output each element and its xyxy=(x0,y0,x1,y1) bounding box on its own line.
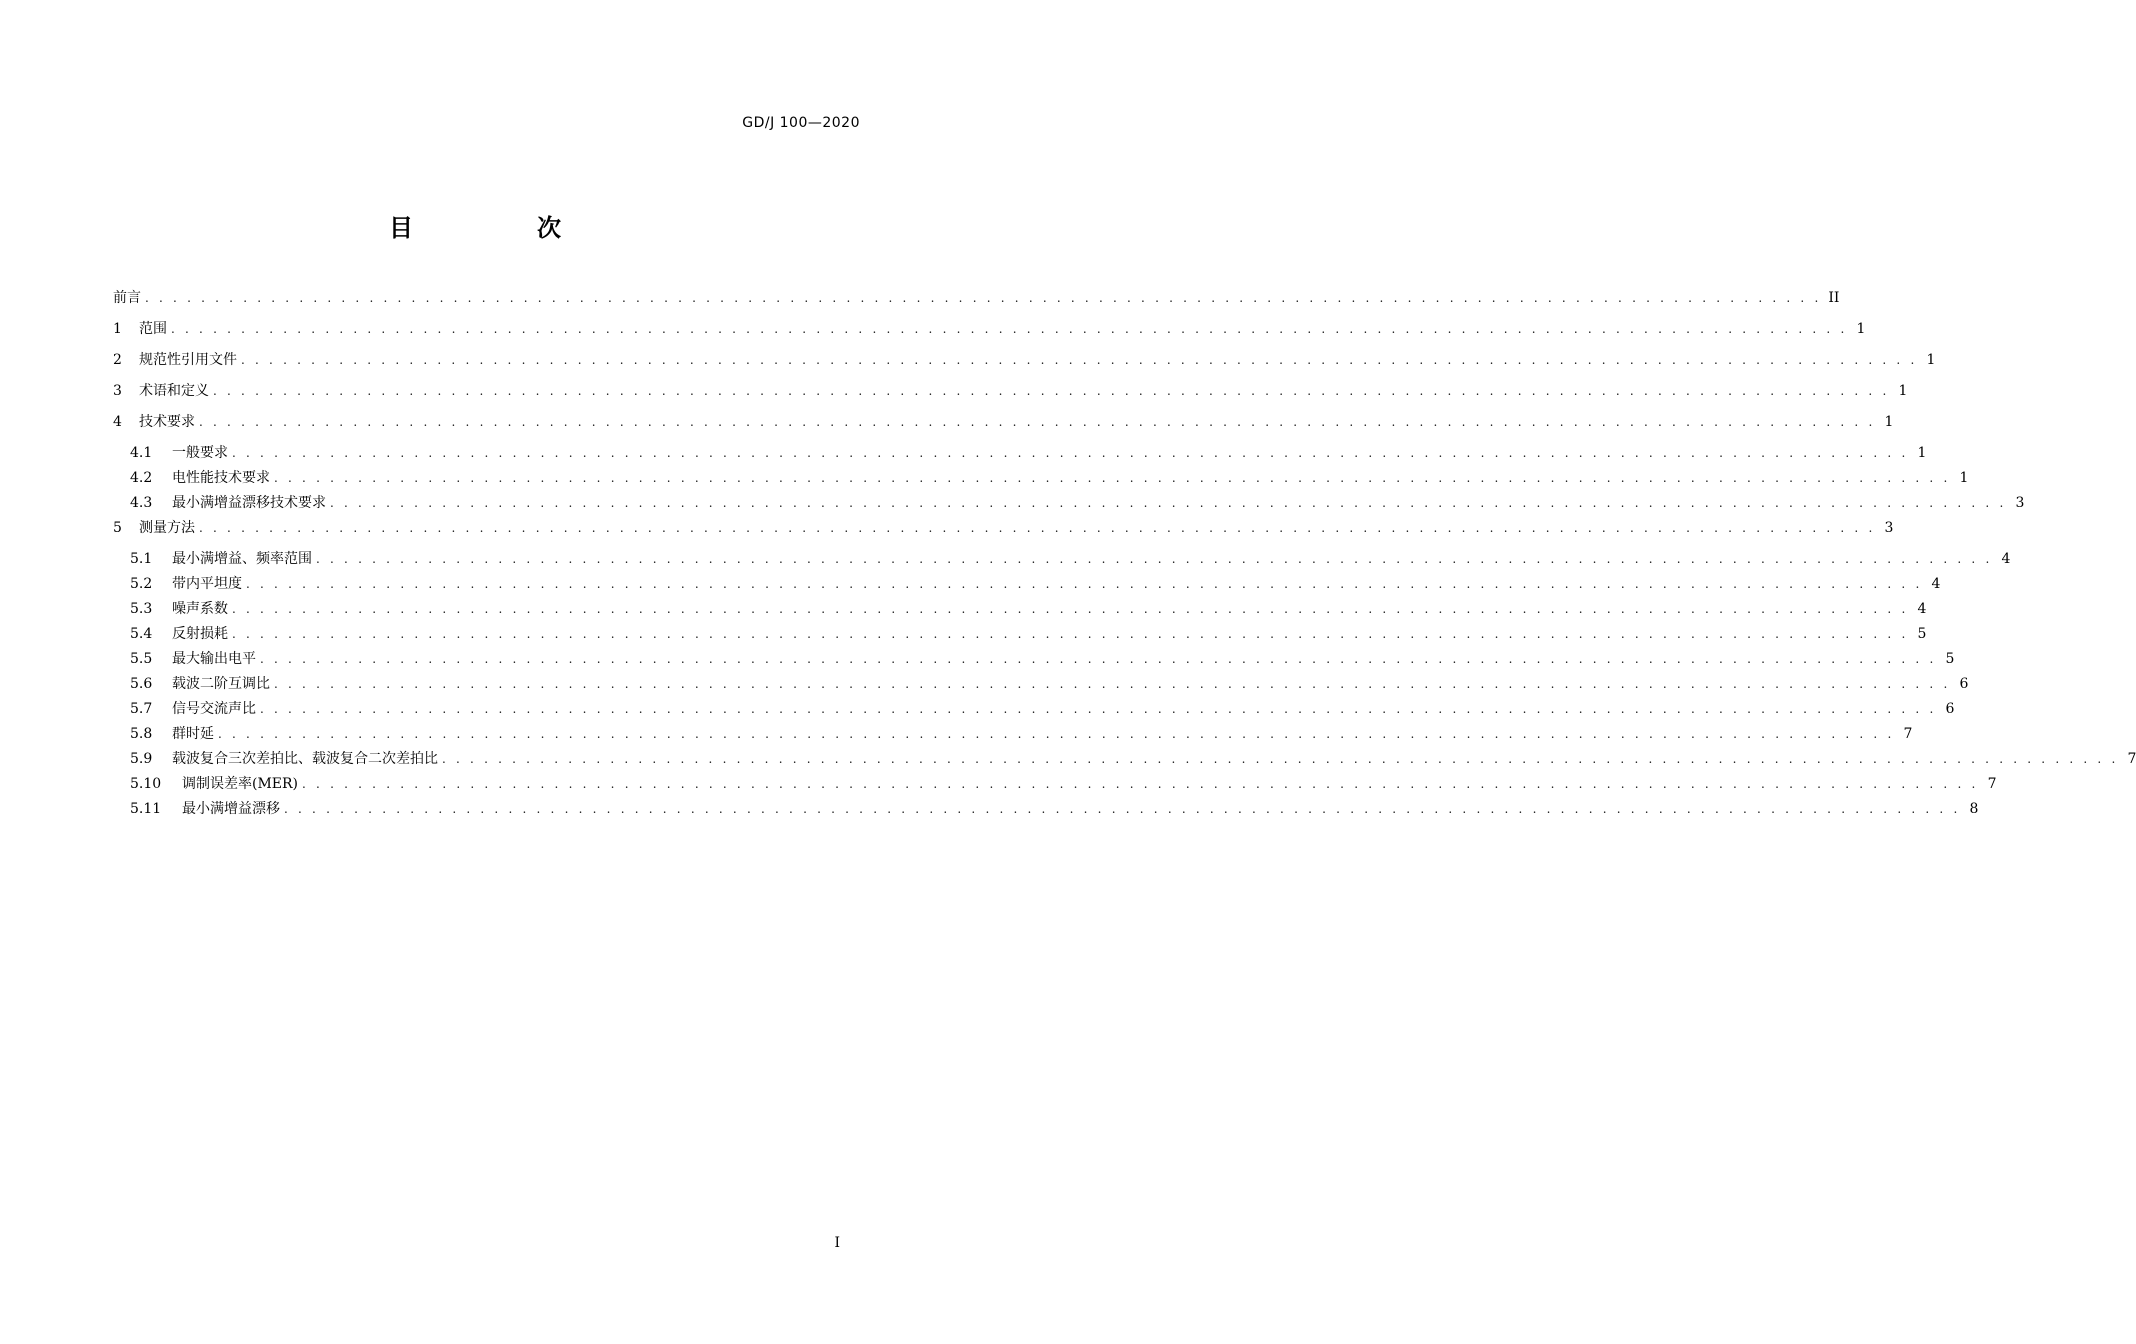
dot-leader: . . . . . . . . . . . . . . . . . . . . . . . . . . . . . . . . . . . . . . . . . . . . . . . . . . . . . . . . . . . . . . . . . . . . . . . . . . . . . . . . . . . . . . . . . . . . . . . . . . . . . . . . . . . . . . . . . . . . . . . . xyxy=(213,384,1890,398)
toc-entry-page: 3 xyxy=(1884,520,1894,536)
toc-entry[interactable] xyxy=(113,348,1936,379)
toc-entry-label: 载波二阶互调比 xyxy=(172,676,270,692)
toc-entry-number: 5 xyxy=(113,520,122,536)
dot-leader: . . . . . . . . . . . . . . . . . . . . . . . . . . . . . . . . . . . . . . . . . . . . . . . . . . . . . . . . . . . . . . . . . . . . . . . . . . . . . . . . . . . . . . . . . . . . . . . . . . . . . . . . . . . . . . . . . . . . . . . . xyxy=(218,727,1895,741)
toc-entry[interactable] xyxy=(113,410,1894,441)
toc-entry-page: 1 xyxy=(1898,383,1908,399)
toc-entry[interactable] xyxy=(113,747,2136,772)
toc-entry-number: 5.6 xyxy=(130,676,153,692)
toc-entry-number: 5.7 xyxy=(130,701,153,717)
toc-entry-number: 5.3 xyxy=(130,601,153,617)
toc-entry-label: 群时延 xyxy=(172,726,214,742)
dot-leader: . . . . . . . . . . . . . . . . . . . . . . . . . . . . . . . . . . . . . . . . . . . . . . . . . . . . . . . . . . . . . . . . . . . . . . . . . . . . . . . . . . . . . . . . . . . . . . . . . . . . . . . . . . . . . . . . . . . . . . . . xyxy=(274,471,1951,485)
toc-entry-number: 2 xyxy=(113,352,122,368)
toc-entry[interactable] xyxy=(113,491,2025,516)
toc-entry-page: 4 xyxy=(1917,601,1927,617)
toc-entry-page: 5 xyxy=(1945,651,1955,667)
toc-entry-page: 6 xyxy=(1945,701,1955,717)
toc-entry-label: 规范性引用文件 xyxy=(139,352,237,368)
toc-entry-label: 最小满增益漂移 xyxy=(182,801,280,817)
toc-entry-page: II xyxy=(1828,290,1840,306)
toc-entry[interactable] xyxy=(113,697,1955,722)
toc-entry[interactable] xyxy=(113,672,1969,697)
dot-leader: . . . . . . . . . . . . . . . . . . . . . . . . . . . . . . . . . . . . . . . . . . . . . . . . . . . . . . . . . . . . . . . . . . . . . . . . . . . . . . . . . . . . . . . . . . . . . . . . . . . . . . . . . . . . . . . . . . . . . . . . xyxy=(199,521,1876,535)
page-title: 目 次 xyxy=(389,214,611,242)
table-of-contents xyxy=(113,286,2136,822)
toc-entry-label: 最小满增益漂移技术要求 xyxy=(172,495,326,511)
toc-entry[interactable] xyxy=(113,317,1866,348)
toc-entry-number: 1 xyxy=(113,321,122,337)
toc-entry-number: 4.1 xyxy=(130,445,153,461)
toc-entry-page: 7 xyxy=(1903,726,1913,742)
toc-entry-page: 3 xyxy=(2015,495,2025,511)
toc-entry-label: 反射损耗 xyxy=(172,626,228,642)
toc-entry[interactable] xyxy=(113,772,1997,797)
toc-entry-label: 测量方法 xyxy=(139,520,195,536)
toc-entry-label: 最大输出电平 xyxy=(172,651,256,667)
toc-entry-label: 带内平坦度 xyxy=(172,576,242,592)
document-code: GD/J 100—2020 xyxy=(742,115,860,131)
toc-entry[interactable] xyxy=(113,722,1913,747)
toc-entry-label: 噪声系数 xyxy=(172,601,228,617)
toc-entry-page: 7 xyxy=(1987,776,1997,792)
toc-entry-label: 最小满增益、频率范围 xyxy=(172,551,312,567)
toc-entry-label: 电性能技术要求 xyxy=(172,470,270,486)
toc-entry-label: 范围 xyxy=(139,321,167,337)
toc-entry-page: 4 xyxy=(1931,576,1941,592)
dot-leader: . . . . . . . . . . . . . . . . . . . . . . . . . . . . . . . . . . . . . . . . . . . . . . . . . . . . . . . . . . . . . . . . . . . . . . . . . . . . . . . . . . . . . . . . . . . . . . . . . . . . . . . . . . . . . . . . . . . . . . . . xyxy=(316,552,1993,566)
toc-entry[interactable] xyxy=(113,647,1955,672)
dot-leader: . . . . . . . . . . . . . . . . . . . . . . . . . . . . . . . . . . . . . . . . . . . . . . . . . . . . . . . . . . . . . . . . . . . . . . . . . . . . . . . . . . . . . . . . . . . . . . . . . . . . . . . . . . . . . . . . . . . . . . . . xyxy=(171,322,1848,336)
toc-entry-number: 5.11 xyxy=(130,801,162,817)
toc-entry-number: 5.9 xyxy=(130,751,153,767)
toc-entry-page: 7 xyxy=(2127,751,2136,767)
page-number: I xyxy=(834,1235,840,1251)
dot-leader: . . . . . . . . . . . . . . . . . . . . . . . . . . . . . . . . . . . . . . . . . . . . . . . . . . . . . . . . . . . . . . . . . . . . . . . . . . . . . . . . . . . . . . . . . . . . . . . . . . . . . . . . . . . . . . . . . . . . . . . . xyxy=(284,802,1961,816)
dot-leader: . . . . . . . . . . . . . . . . . . . . . . . . . . . . . . . . . . . . . . . . . . . . . . . . . . . . . . . . . . . . . . . . . . . . . . . . . . . . . . . . . . . . . . . . . . . . . . . . . . . . . . . . . . . . . . . . . . . . . . . . xyxy=(260,652,1937,666)
toc-entry-page: 5 xyxy=(1917,626,1927,642)
toc-entry-page: 6 xyxy=(1959,676,1969,692)
dot-leader: . . . . . . . . . . . . . . . . . . . . . . . . . . . . . . . . . . . . . . . . . . . . . . . . . . . . . . . . . . . . . . . . . . . . . . . . . . . . . . . . . . . . . . . . . . . . . . . . . . . . . . . . . . . . . . . . . . . . . . . . xyxy=(274,677,1951,691)
toc-entry[interactable] xyxy=(113,622,1927,647)
toc-entry-number: 5.10 xyxy=(130,776,162,792)
toc-entry[interactable] xyxy=(113,797,1979,822)
toc-entry-page: 1 xyxy=(1856,321,1866,337)
toc-entry[interactable] xyxy=(113,379,1908,410)
toc-entry-page: 1 xyxy=(1926,352,1936,368)
toc-entry-label: 载波复合三次差拍比、载波复合二次差拍比 xyxy=(172,751,438,767)
toc-entry-number: 4.2 xyxy=(130,470,153,486)
toc-entry[interactable] xyxy=(113,286,1840,317)
toc-entry[interactable] xyxy=(113,597,1927,622)
toc-entry-label: 术语和定义 xyxy=(139,383,209,399)
toc-entry-number: 5.4 xyxy=(130,626,153,642)
toc-entry-label: 调制误差率(MER) xyxy=(182,776,299,792)
toc-entry[interactable] xyxy=(113,441,1927,466)
dot-leader: . . . . . . . . . . . . . . . . . . . . . . . . . . . . . . . . . . . . . . . . . . . . . . . . . . . . . . . . . . . . . . . . . . . . . . . . . . . . . . . . . . . . . . . . . . . . . . . . . . . . . . . . . . . . . . . . . . . . . . . . xyxy=(199,415,1876,429)
dot-leader: . . . . . . . . . . . . . . . . . . . . . . . . . . . . . . . . . . . . . . . . . . . . . . . . . . . . . . . . . . . . . . . . . . . . . . . . . . . . . . . . . . . . . . . . . . . . . . . . . . . . . . . . . . . . . . . . . . . . . . . . xyxy=(330,496,2007,510)
dot-leader: . . . . . . . . . . . . . . . . . . . . . . . . . . . . . . . . . . . . . . . . . . . . . . . . . . . . . . . . . . . . . . . . . . . . . . . . . . . . . . . . . . . . . . . . . . . . . . . . . . . . . . . . . . . . . . . . . . . . . . . . xyxy=(442,752,2119,766)
dot-leader: . . . . . . . . . . . . . . . . . . . . . . . . . . . . . . . . . . . . . . . . . . . . . . . . . . . . . . . . . . . . . . . . . . . . . . . . . . . . . . . . . . . . . . . . . . . . . . . . . . . . . . . . . . . . . . . . . . . . . . . . xyxy=(232,446,1909,460)
toc-entry-label: 一般要求 xyxy=(172,445,228,461)
toc-entry-number: 5.1 xyxy=(130,551,153,567)
toc-entry-label: 前言 xyxy=(113,290,141,306)
toc-entry[interactable] xyxy=(113,572,1941,597)
toc-entry-page: 1 xyxy=(1884,414,1894,430)
dot-leader: . . . . . . . . . . . . . . . . . . . . . . . . . . . . . . . . . . . . . . . . . . . . . . . . . . . . . . . . . . . . . . . . . . . . . . . . . . . . . . . . . . . . . . . . . . . . . . . . . . . . . . . . . . . . . . . . . . . . . . . . xyxy=(302,777,1979,791)
toc-entry-number: 4.3 xyxy=(130,495,153,511)
toc-entry-label: 技术要求 xyxy=(139,414,195,430)
dot-leader: . . . . . . . . . . . . . . . . . . . . . . . . . . . . . . . . . . . . . . . . . . . . . . . . . . . . . . . . . . . . . . . . . . . . . . . . . . . . . . . . . . . . . . . . . . . . . . . . . . . . . . . . . . . . . . . . . . . . . . . . xyxy=(246,577,1923,591)
dot-leader: . . . . . . . . . . . . . . . . . . . . . . . . . . . . . . . . . . . . . . . . . . . . . . . . . . . . . . . . . . . . . . . . . . . . . . . . . . . . . . . . . . . . . . . . . . . . . . . . . . . . . . . . . . . . . . . . . . . . . . . . xyxy=(260,702,1937,716)
toc-entry[interactable] xyxy=(113,547,2011,572)
toc-entry-page: 8 xyxy=(1969,801,1979,817)
toc-entry-number: 5.5 xyxy=(130,651,153,667)
toc-entry-number: 5.2 xyxy=(130,576,153,592)
toc-entry-page: 4 xyxy=(2001,551,2011,567)
toc-entry-page: 1 xyxy=(1917,445,1927,461)
toc-entry-number: 3 xyxy=(113,383,122,399)
dot-leader: . . . . . . . . . . . . . . . . . . . . . . . . . . . . . . . . . . . . . . . . . . . . . . . . . . . . . . . . . . . . . . . . . . . . . . . . . . . . . . . . . . . . . . . . . . . . . . . . . . . . . . . . . . . . . . . . . . . . . . . . xyxy=(232,627,1909,641)
toc-entry-number: 5.8 xyxy=(130,726,153,742)
toc-entry-page: 1 xyxy=(1959,470,1969,486)
dot-leader: . . . . . . . . . . . . . . . . . . . . . . . . . . . . . . . . . . . . . . . . . . . . . . . . . . . . . . . . . . . . . . . . . . . . . . . . . . . . . . . . . . . . . . . . . . . . . . . . . . . . . . . . . . . . . . . . . . . . . . . . xyxy=(232,602,1909,616)
toc-entry-number: 4 xyxy=(113,414,122,430)
dot-leader: . . . . . . . . . . . . . . . . . . . . . . . . . . . . . . . . . . . . . . . . . . . . . . . . . . . . . . . . . . . . . . . . . . . . . . . . . . . . . . . . . . . . . . . . . . . . . . . . . . . . . . . . . . . . . . . . . . . . . . . . xyxy=(241,353,1918,367)
dot-leader: . . . . . . . . . . . . . . . . . . . . . . . . . . . . . . . . . . . . . . . . . . . . . . . . . . . . . . . . . . . . . . . . . . . . . . . . . . . . . . . . . . . . . . . . . . . . . . . . . . . . . . . . . . . . . . . . . . . . . . . . xyxy=(145,291,1822,305)
toc-entry-label: 信号交流声比 xyxy=(172,701,256,717)
toc-entry[interactable] xyxy=(113,466,1969,491)
toc-entry[interactable] xyxy=(113,516,1894,547)
